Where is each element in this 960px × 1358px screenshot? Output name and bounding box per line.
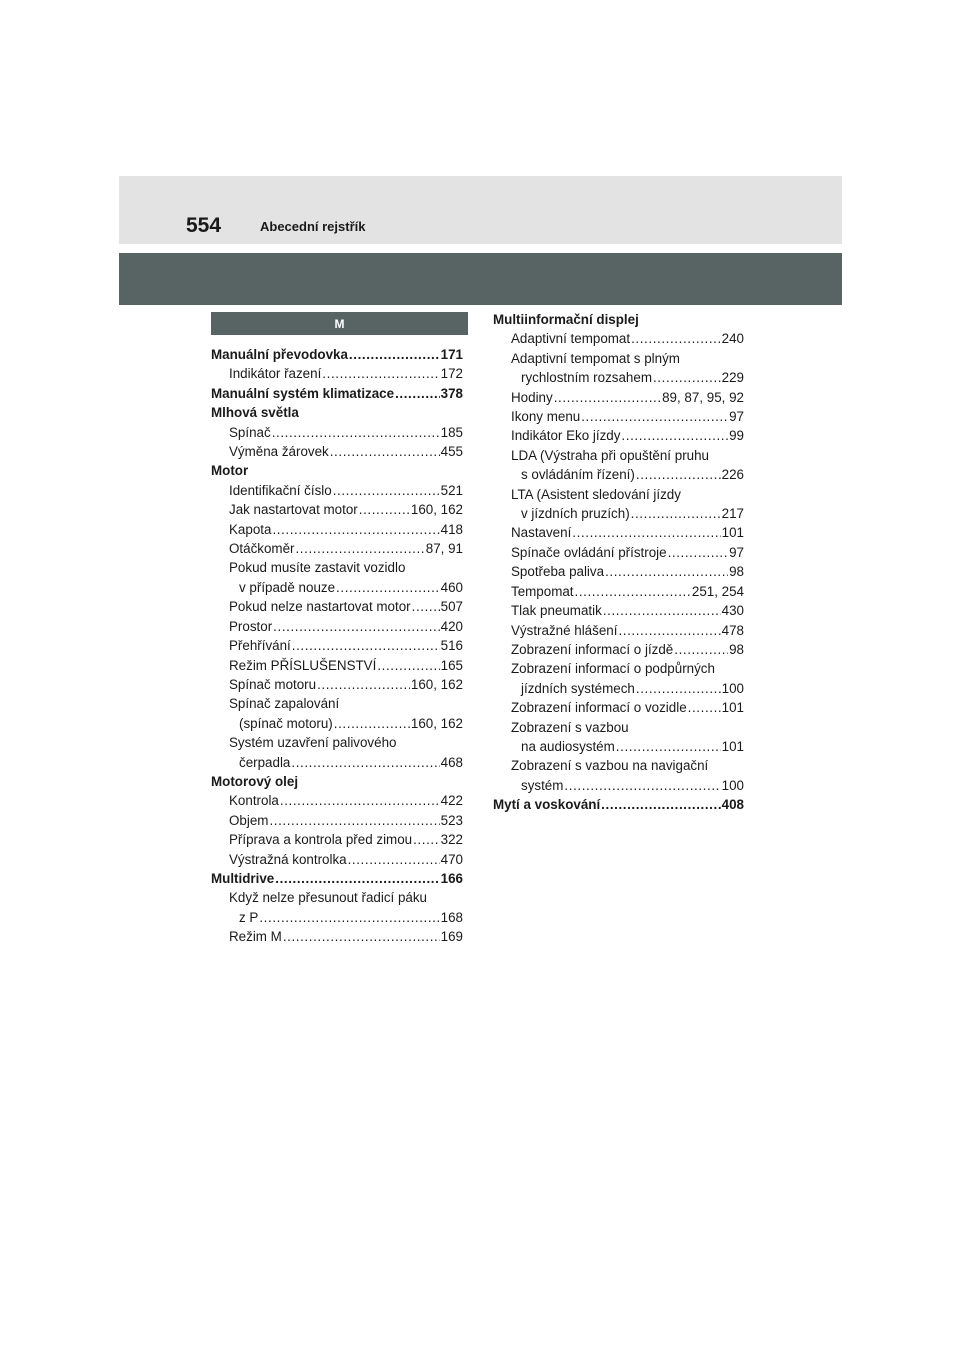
dot-leader <box>377 656 439 675</box>
index-subentry <box>493 485 744 504</box>
dot-leader <box>688 698 721 717</box>
page-reference: 460 <box>440 579 463 595</box>
header-dark-band <box>119 253 842 305</box>
page-reference: 422 <box>440 793 463 809</box>
page-reference: 322 <box>440 832 463 848</box>
entry-text: (spínač motoru) <box>239 715 333 731</box>
entry-text: rychlostním rozsahem <box>521 370 652 386</box>
dot-leader <box>631 329 721 348</box>
index-subentry <box>211 850 463 869</box>
index-subentry <box>211 675 463 694</box>
index-subentry <box>493 349 744 368</box>
dot-leader <box>631 504 721 523</box>
index-subentry <box>493 756 744 775</box>
entry-text: Výstražné hlášení <box>511 622 618 638</box>
page-reference: 101 <box>721 525 744 541</box>
dot-leader <box>674 640 728 659</box>
index-subentry <box>493 679 744 698</box>
dot-leader <box>653 368 721 387</box>
page-reference: 217 <box>721 506 744 522</box>
entry-text: Spínače ovládání přístroje <box>511 544 667 560</box>
entry-text: LDA (Výstraha při opuštění pruhu <box>511 447 709 463</box>
index-entry <box>211 345 463 364</box>
entry-text: Adaptivní tempomat <box>511 331 631 347</box>
dot-leader <box>564 776 720 795</box>
entry-text: Identifikační číslo <box>229 482 332 498</box>
entry-text: na audiosystém <box>521 738 615 754</box>
index-subentry <box>493 718 744 737</box>
entry-text: Přehřívání <box>229 638 291 654</box>
entry-text: Jak nastartovat motor <box>229 502 358 518</box>
entry-text: Manuální systém klimatizace <box>211 385 395 401</box>
entry-text: Otáčkoměr <box>229 541 295 557</box>
index-subentry <box>211 811 463 830</box>
entry-text: Hodiny <box>511 389 553 405</box>
entry-text: Kontrola <box>229 793 279 809</box>
page-reference: 168 <box>440 909 463 925</box>
index-subentry <box>211 539 463 558</box>
section-title: Abecední rejstřík <box>260 219 366 234</box>
page-reference: 100 <box>721 777 744 793</box>
dot-leader <box>603 601 721 620</box>
page-reference: 160, 162 <box>410 502 463 518</box>
page-reference: 89, 87, 95, 92 <box>662 389 744 405</box>
entry-text: Multidrive <box>211 870 275 886</box>
entry-text: Systém uzavření palivového <box>229 735 397 751</box>
dot-leader <box>575 582 691 601</box>
index-entry <box>211 772 463 791</box>
dot-leader <box>581 407 728 426</box>
dot-leader <box>359 500 410 519</box>
page-reference: 185 <box>440 424 463 440</box>
dot-leader <box>349 345 440 364</box>
entry-text: Objem <box>229 812 269 828</box>
entry-text: z P <box>239 909 259 925</box>
entry-text: LTA (Asistent sledování jízdy <box>511 486 681 502</box>
dot-leader <box>322 364 439 383</box>
entry-text: systém <box>521 777 564 793</box>
index-subentry <box>211 364 463 383</box>
dot-leader <box>605 562 728 581</box>
index-subentry <box>211 694 463 713</box>
entry-text: Indikátor Eko jízdy <box>511 428 621 444</box>
entry-text: Mlhová světla <box>211 405 299 421</box>
entry-text: Příprava a kontrola před zimou <box>229 832 413 848</box>
entry-text: Pokud musíte zastavit vozidlo <box>229 560 406 576</box>
entry-text: Zobrazení s vazbou <box>511 719 629 735</box>
page-number: 554 <box>186 214 222 237</box>
page-reference: 100 <box>721 680 744 696</box>
header-band <box>119 176 842 244</box>
index-subentry <box>493 523 744 542</box>
entry-text: Zobrazení informací o podpůrných <box>511 661 715 677</box>
page-reference: 165 <box>440 657 463 673</box>
page-reference: 160, 162 <box>410 715 463 731</box>
page-reference: 240 <box>721 331 744 347</box>
dot-leader <box>280 791 440 810</box>
index-subentry <box>493 446 744 465</box>
index-subentry <box>493 329 744 348</box>
index-subentry <box>493 698 744 717</box>
index-subentry <box>493 659 744 678</box>
index-subentry <box>493 465 744 484</box>
entry-text: Mytí a voskování <box>493 797 601 813</box>
page-reference: 101 <box>721 700 744 716</box>
page-reference: 420 <box>440 618 463 634</box>
page-reference: 478 <box>721 622 744 638</box>
page-reference: 430 <box>721 603 744 619</box>
entry-text: Spínač motoru <box>229 676 317 692</box>
index-subentry <box>493 582 744 601</box>
index-subentry <box>211 636 463 655</box>
page-reference: 99 <box>729 428 744 444</box>
entry-text: Když nelze přesunout řadicí páku <box>229 890 428 906</box>
entry-text: Nastavení <box>511 525 572 541</box>
index-entry <box>493 795 744 814</box>
dot-leader <box>334 714 410 733</box>
page-reference: 378 <box>440 385 463 401</box>
index-subentry <box>211 481 463 500</box>
entry-text: s ovládáním řízení) <box>521 467 635 483</box>
dot-leader <box>291 753 439 772</box>
dot-leader <box>636 679 721 698</box>
entry-text: Režim PŘÍSLUŠENSTVÍ <box>229 657 377 673</box>
index-subentry <box>493 543 744 562</box>
entry-text: Režim M <box>229 929 282 945</box>
entry-text: Zobrazení informací o jízdě <box>511 641 674 657</box>
index-entry <box>211 384 463 403</box>
page-reference: 251, 254 <box>691 583 744 599</box>
entry-text: v případě nouze <box>239 579 336 595</box>
index-subentry <box>493 504 744 523</box>
entry-text: Výměna žárovek <box>229 444 329 460</box>
dot-leader <box>269 811 439 830</box>
page-reference: 521 <box>440 482 463 498</box>
page-reference: 98 <box>729 564 744 580</box>
index-subentry <box>493 426 744 445</box>
index-subentry <box>211 597 463 616</box>
entry-text: Indikátor řazení <box>229 366 322 382</box>
dot-leader <box>348 850 440 869</box>
page-reference: 98 <box>729 641 744 657</box>
index-subentry <box>211 520 463 539</box>
index-subentry <box>211 733 463 752</box>
index-subentry <box>493 368 744 387</box>
page-reference: 169 <box>440 929 463 945</box>
dot-leader <box>668 543 729 562</box>
entry-text: Tlak pneumatik <box>511 603 602 619</box>
index-subentry <box>493 776 744 795</box>
index-subentry <box>493 640 744 659</box>
index-letter-heading: M <box>211 312 468 335</box>
entry-text: Motorový olej <box>211 773 299 789</box>
index-subentry <box>493 621 744 640</box>
dot-leader <box>333 481 440 500</box>
index-subentry <box>211 656 463 675</box>
entry-text: jízdních systémech <box>521 680 635 696</box>
index-column-left <box>211 345 463 947</box>
page-reference: 507 <box>440 599 463 615</box>
dot-leader <box>283 927 440 946</box>
dot-leader <box>272 520 439 539</box>
dot-leader <box>618 621 720 640</box>
page-reference: 523 <box>440 812 463 828</box>
page-reference: 516 <box>440 638 463 654</box>
index-subentry <box>211 714 463 733</box>
dot-leader <box>336 578 440 597</box>
index-subentry <box>211 617 463 636</box>
entry-text: Výstražná kontrolka <box>229 851 347 867</box>
entry-text: v jízdních pruzích) <box>521 506 630 522</box>
dot-leader <box>572 523 720 542</box>
page-reference: 166 <box>440 870 463 886</box>
index-subentry <box>211 927 463 946</box>
entry-text: Kapota <box>229 521 272 537</box>
entry-text: Spínač zapalování <box>229 696 340 712</box>
entry-text: čerpadla <box>239 754 291 770</box>
index-subentry <box>211 500 463 519</box>
page-reference: 468 <box>440 754 463 770</box>
index-subentry <box>493 562 744 581</box>
index-subentry <box>211 830 463 849</box>
entry-text: Prostor <box>229 618 273 634</box>
index-entry <box>493 310 744 329</box>
entry-text: Pokud nelze nastartovat motor <box>229 599 411 615</box>
entry-text: Motor <box>211 463 249 479</box>
index-subentry <box>493 737 744 756</box>
dot-leader <box>616 737 721 756</box>
index-subentry <box>493 601 744 620</box>
page-reference: 172 <box>440 366 463 382</box>
page-reference: 470 <box>440 851 463 867</box>
index-subentry <box>493 388 744 407</box>
entry-text: Multiinformační displej <box>493 312 639 327</box>
page-reference: 87, 91 <box>425 541 463 557</box>
page-reference: 97 <box>729 544 744 560</box>
page-reference: 97 <box>729 409 744 425</box>
dot-leader <box>272 423 440 442</box>
index-column-right <box>493 310 744 815</box>
dot-leader <box>292 636 440 655</box>
dot-leader <box>273 617 439 636</box>
dot-leader <box>395 384 440 403</box>
dot-leader <box>636 465 721 484</box>
page-reference: 160, 162 <box>410 676 463 692</box>
dot-leader <box>412 597 440 616</box>
index-entry <box>211 869 463 888</box>
page-reference: 455 <box>440 444 463 460</box>
entry-text: Adaptivní tempomat s plným <box>511 350 680 366</box>
entry-text: Zobrazení s vazbou na navigační <box>511 758 709 774</box>
page-reference: 226 <box>721 467 744 483</box>
entry-text: Manuální převodovka <box>211 347 348 362</box>
index-subentry <box>211 753 463 772</box>
page-reference: 408 <box>721 797 744 813</box>
entry-text: Spotřeba paliva <box>511 564 605 580</box>
index-entry <box>211 403 463 422</box>
index-subentry <box>211 791 463 810</box>
page-reference: 418 <box>440 521 463 537</box>
dot-leader <box>621 426 728 445</box>
index-subentry <box>493 407 744 426</box>
entry-text: Ikony menu <box>511 409 581 425</box>
dot-leader <box>330 442 440 461</box>
dot-leader <box>295 539 424 558</box>
page-reference: 229 <box>721 370 744 386</box>
dot-leader <box>275 869 439 888</box>
dot-leader <box>554 388 661 407</box>
entry-text: Zobrazení informací o vozidle <box>511 700 687 716</box>
page-reference: 171 <box>440 347 463 362</box>
entry-text: Spínač <box>229 424 271 440</box>
index-subentry <box>211 578 463 597</box>
entry-text: Tempomat <box>511 583 574 599</box>
index-subentry <box>211 442 463 461</box>
index-subentry <box>211 908 463 927</box>
dot-leader <box>317 675 410 694</box>
dot-leader <box>413 830 440 849</box>
index-subentry <box>211 888 463 907</box>
page-reference: 101 <box>721 738 744 754</box>
index-subentry <box>211 423 463 442</box>
dot-leader <box>601 795 720 814</box>
dot-leader <box>259 908 439 927</box>
index-entry <box>211 461 463 480</box>
index-subentry <box>211 558 463 577</box>
